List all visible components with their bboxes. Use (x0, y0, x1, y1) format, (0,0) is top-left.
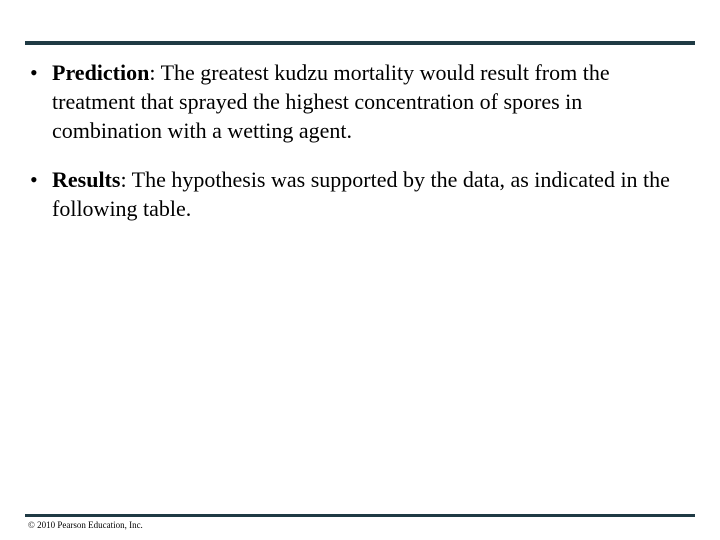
bullet-text: The hypothesis was supported by the data, as indicated in the following table. (52, 167, 670, 221)
bullet-separator: : (120, 167, 132, 192)
bullet-icon: • (30, 167, 38, 192)
bottom-divider (25, 514, 695, 517)
bullet-icon: • (30, 60, 38, 85)
bullet-separator: : (149, 60, 161, 85)
bullet-prediction (30, 58, 695, 145)
bullet-term: Prediction (52, 60, 150, 85)
bullet-text: The greatest kudzu mortality would result from the treatment that sprayed the highest concentration of spores in combination with a wetting agent. (52, 60, 610, 143)
copyright-notice: © 2010 Pearson Education, Inc. (28, 520, 143, 530)
top-divider (25, 41, 695, 45)
bullet-list (30, 58, 695, 243)
bullet-results (30, 165, 695, 223)
bullet-term: Results (52, 167, 121, 192)
